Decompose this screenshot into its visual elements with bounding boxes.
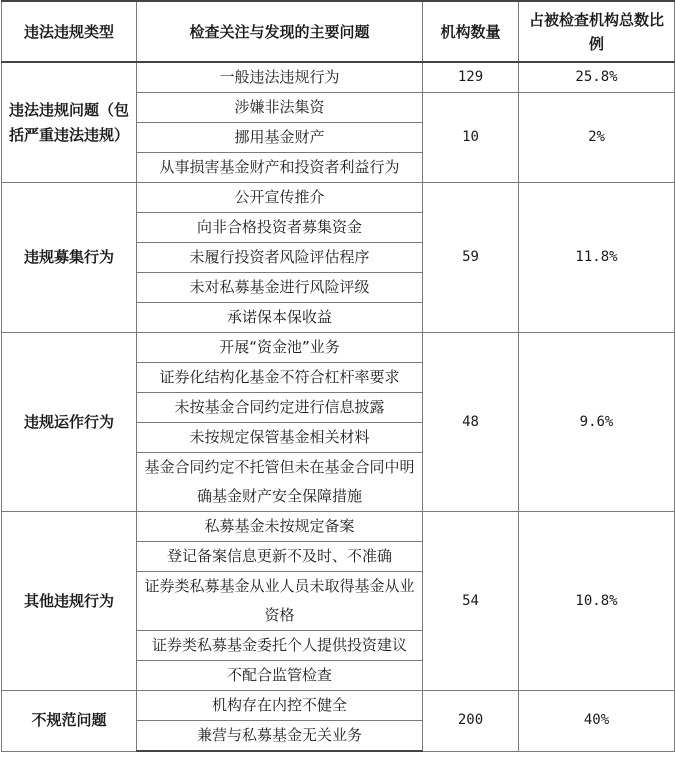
issue-cell: 开展“资金池”业务: [137, 333, 423, 363]
count-cell: 200: [423, 691, 519, 752]
category-cell: 违规募集行为: [2, 183, 137, 333]
issue-cell: 向非合格投资者募集资金: [137, 213, 423, 243]
table-row: [2, 183, 675, 213]
category-cell: 其他违规行为: [2, 512, 137, 691]
issue-cell: 未按基金合同约定进行信息披露: [137, 393, 423, 423]
category-cell: 不规范问题: [2, 691, 137, 752]
issue-cell: 证券类私募基金委托个人提供投资建议: [137, 631, 423, 661]
category-cell: 违法违规问题（包括严重违法违规）: [2, 62, 137, 183]
issue-cell: 挪用基金财产: [137, 123, 423, 153]
issue-cell: 从事损害基金财产和投资者利益行为: [137, 153, 423, 183]
issue-cell: 未按规定保管基金相关材料: [137, 423, 423, 453]
issue-cell: 机构存在内控不健全: [137, 691, 423, 721]
issue-cell: 未履行投资者风险评估程序: [137, 243, 423, 273]
ratio-cell: 10.8%: [519, 512, 675, 691]
issue-cell: 未对私募基金进行风险评级: [137, 273, 423, 303]
issue-cell: 公开宣传推介: [137, 183, 423, 213]
ratio-cell: 2%: [519, 93, 675, 183]
issue-cell: 登记备案信息更新不及时、不准确: [137, 542, 423, 572]
header-issues: 检查关注与发现的主要问题: [137, 1, 423, 62]
table-row: [2, 691, 675, 721]
count-cell: 54: [423, 512, 519, 691]
header-row: [2, 1, 675, 62]
count-cell: 48: [423, 333, 519, 512]
issue-cell: 兼营与私募基金无关业务: [137, 721, 423, 752]
header-ratio: 占被检查机构总数比例: [519, 1, 675, 62]
count-cell: 59: [423, 183, 519, 333]
ratio-cell: 25.8%: [519, 62, 675, 93]
violations-table: [1, 0, 675, 752]
issue-cell: 涉嫌非法集资: [137, 93, 423, 123]
table-row: [2, 512, 675, 542]
header-type: 违法违规类型: [2, 1, 137, 62]
issue-cell: 承诺保本保收益: [137, 303, 423, 333]
ratio-cell: 11.8%: [519, 183, 675, 333]
issue-cell: 不配合监管检查: [137, 661, 423, 691]
ratio-cell: 9.6%: [519, 333, 675, 512]
ratio-cell: 40%: [519, 691, 675, 752]
header-count: 机构数量: [423, 1, 519, 62]
table-row: [2, 62, 675, 93]
count-cell: 129: [423, 62, 519, 93]
count-cell: 10: [423, 93, 519, 183]
category-cell: 违规运作行为: [2, 333, 137, 512]
issue-cell: 证券类私募基金从业人员未取得基金从业资格: [137, 572, 423, 631]
issue-cell: 私募基金未按规定备案: [137, 512, 423, 542]
issue-cell: 证券化结构化基金不符合杠杆率要求: [137, 363, 423, 393]
table-row: [2, 333, 675, 363]
issue-cell: 基金合同约定不托管但未在基金合同中明确基金财产安全保障措施: [137, 453, 423, 512]
issue-cell: 一般违法违规行为: [137, 62, 423, 93]
